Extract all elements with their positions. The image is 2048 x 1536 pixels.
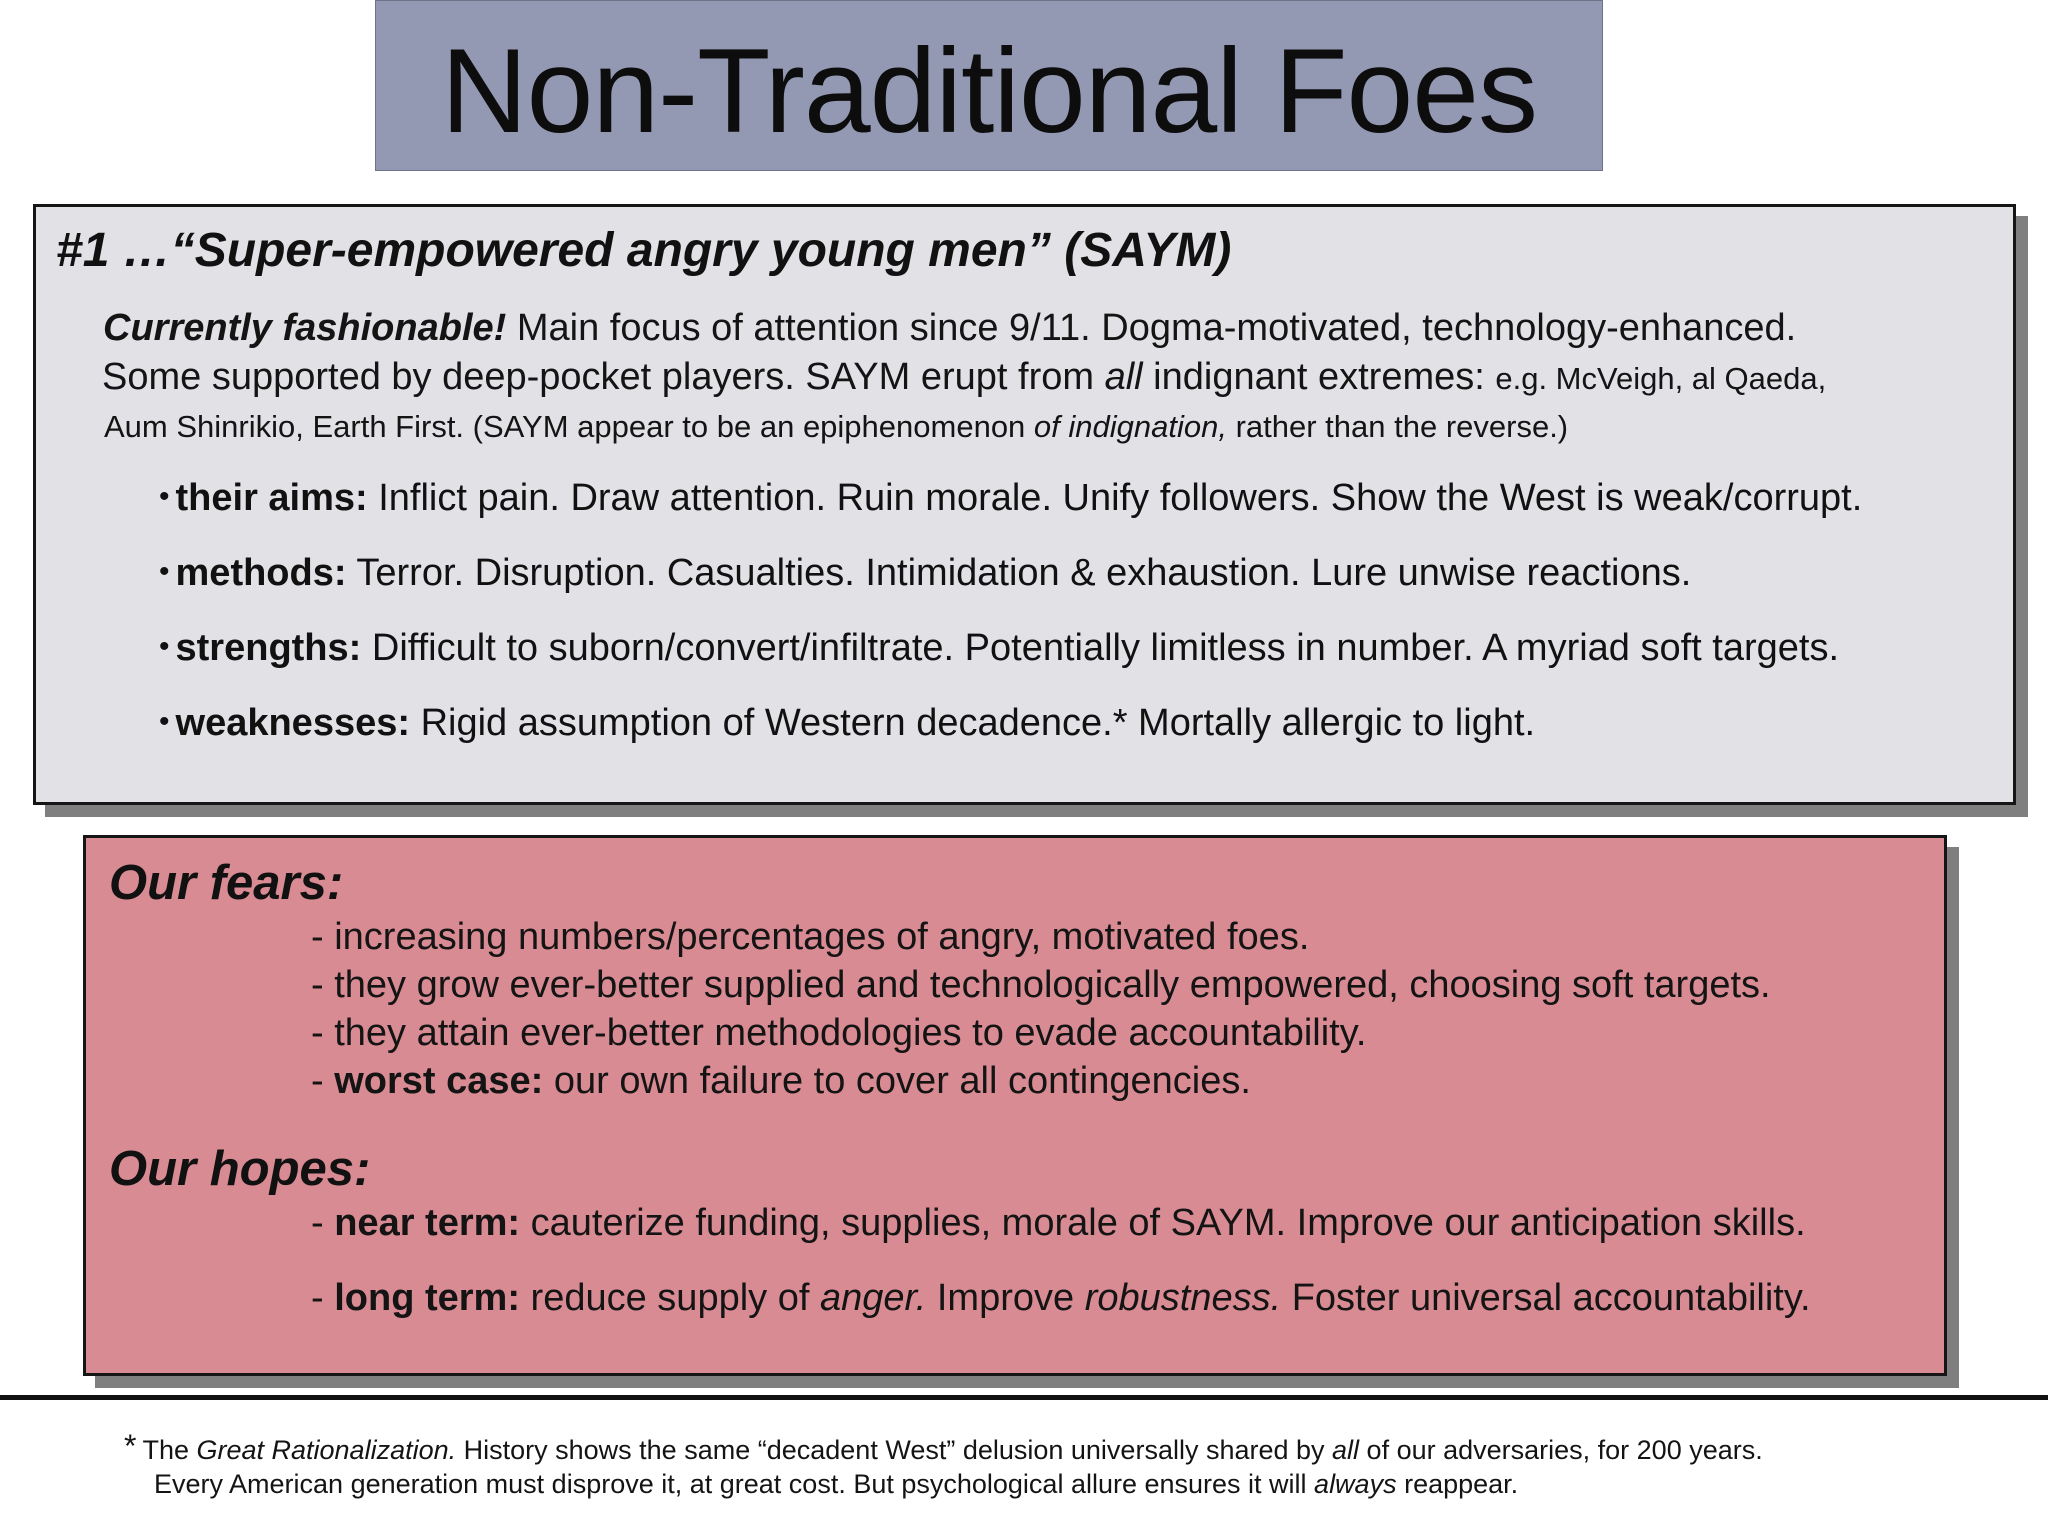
hope-item-near-term	[311, 1202, 1806, 1245]
bullet-aims	[159, 477, 1862, 520]
item-label: long term:	[334, 1277, 520, 1319]
item-emphasis: robustness.	[1084, 1277, 1282, 1319]
title-banner	[375, 0, 1603, 171]
footnote-line-2	[154, 1469, 1518, 1500]
footnote-marker: *	[124, 1428, 137, 1464]
footnote-text: The	[142, 1435, 197, 1465]
item-label: near term:	[334, 1202, 521, 1244]
bullet-label: strengths:	[175, 627, 362, 669]
item-text: Improve	[926, 1277, 1085, 1319]
item-prefix: -	[311, 1202, 335, 1244]
intro-emphasis: of indignation,	[1033, 409, 1227, 444]
item-text: our own failure to cover all contingencies.	[543, 1060, 1251, 1102]
fear-item: - they attain ever-better methodologies to evade accountability.	[311, 1012, 1367, 1054]
footnote-text: reappear.	[1396, 1469, 1519, 1499]
item-label: worst case:	[334, 1060, 544, 1102]
fear-item: - increasing numbers/percentages of angry, motivated foes.	[311, 916, 1310, 958]
bullet-text: Inflict pain. Draw attention. Ruin morale. Unify followers. Show the West is weak/corrupt.	[367, 477, 1863, 519]
intro-examples: e.g. McVeigh, al Qaeda,	[1495, 361, 1827, 396]
footnote-emphasis: all	[1332, 1435, 1360, 1465]
intro-text: rather than the reverse.)	[1226, 409, 1569, 444]
bullet-weaknesses	[159, 702, 1535, 745]
fear-item: - they grow ever-better supplied and technologically empowered, choosing soft targets.	[311, 964, 1771, 1006]
intro-emphasis: Currently fashionable!	[103, 307, 507, 349]
footnote-emphasis: always	[1314, 1469, 1397, 1499]
bullet-methods	[159, 552, 1691, 595]
bullet-label: weaknesses:	[175, 702, 411, 744]
bullet-strengths	[159, 627, 1839, 670]
bullet-text: Rigid assumption of Western decadence.* Mortally allergic to light.	[410, 702, 1536, 744]
item-text: reduce supply of	[520, 1277, 820, 1319]
saym-panel	[33, 204, 2016, 805]
bullet-text: Difficult to suborn/convert/infiltrate. Potentially limitless in number. A myriad soft targets.	[361, 627, 1840, 669]
item-prefix: -	[311, 1060, 335, 1102]
item-prefix: -	[311, 1277, 335, 1319]
bullet-label: methods:	[175, 552, 347, 594]
intro-line-1	[103, 307, 1796, 350]
intro-emphasis: all	[1104, 356, 1143, 398]
item-emphasis: anger.	[819, 1277, 927, 1319]
intro-text: Some supported by deep-pocket players. SAYM erupt from	[102, 356, 1105, 398]
footnote-text: History shows the same “decadent West” delusion universally shared by	[456, 1435, 1333, 1465]
saym-heading: #1 …“Super-empowered angry young men” (SAYM)	[56, 224, 1232, 277]
intro-line-2	[102, 356, 1826, 399]
footnote-text: Every American generation must disprove it, at great cost. But psychological allure ensures it will	[154, 1469, 1315, 1499]
intro-text: indignant extremes:	[1142, 356, 1496, 398]
footnote-line-1	[124, 1430, 1763, 1467]
item-text: Foster universal accountability.	[1281, 1277, 1811, 1319]
page-title: Non-Traditional Foes	[440, 23, 1538, 158]
fear-item-worst-case	[311, 1060, 1251, 1103]
bullet-icon: •	[159, 480, 170, 513]
intro-line-3	[104, 409, 1568, 445]
footnote-text: of our adversaries, for 200 years.	[1359, 1435, 1763, 1465]
hope-item-long-term	[311, 1277, 1811, 1320]
footnote-emphasis: Great Rationalization.	[196, 1435, 457, 1465]
intro-text: Main focus of attention since 9/11. Dogma-motivated, technology-enhanced.	[506, 307, 1797, 349]
bullet-icon: •	[159, 705, 170, 738]
fears-hopes-panel	[83, 835, 1947, 1376]
intro-text: Aum Shinrikio, Earth First. (SAYM appear to be an epiphenomenon	[104, 409, 1034, 444]
bullet-text: Terror. Disruption. Casualties. Intimidation & exhaustion. Lure unwise reactions.	[346, 552, 1692, 594]
fears-heading: Our fears:	[109, 856, 344, 910]
bullet-icon: •	[159, 630, 170, 663]
hopes-heading: Our hopes:	[109, 1142, 371, 1196]
footnote-divider	[0, 1395, 2048, 1400]
bullet-icon: •	[159, 555, 170, 588]
bullet-label: their aims:	[175, 477, 368, 519]
item-text: cauterize funding, supplies, morale of SAYM. Improve our anticipation skills.	[520, 1202, 1806, 1244]
